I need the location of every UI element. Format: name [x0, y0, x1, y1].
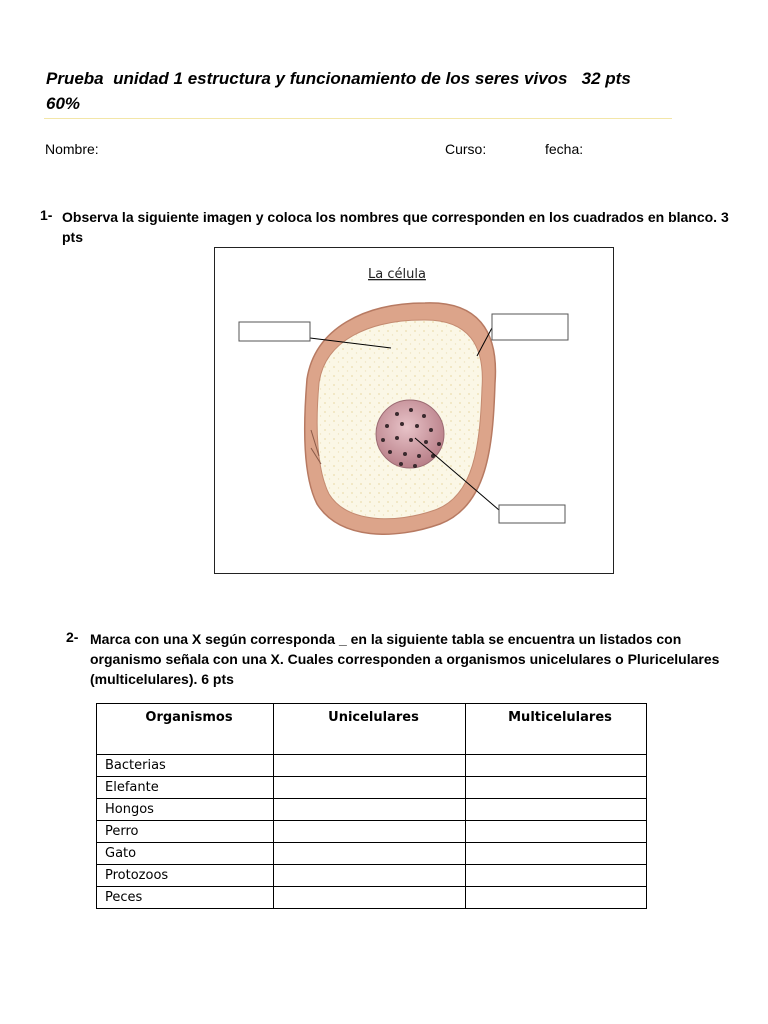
unicellular-cell[interactable] — [274, 755, 466, 777]
figure-title: La célula — [368, 267, 426, 282]
unicellular-cell[interactable] — [274, 865, 466, 887]
organism-name: Elefante — [97, 777, 274, 799]
table-row — [97, 777, 647, 799]
organism-name: Hongos — [97, 799, 274, 821]
multicellular-cell[interactable] — [466, 777, 647, 799]
name-label: Nombre: — [45, 141, 99, 157]
multicellular-cell[interactable] — [466, 843, 647, 865]
unicellular-cell[interactable] — [274, 887, 466, 909]
organisms-table — [96, 703, 647, 909]
header-unicellular: Unicelulares — [274, 704, 466, 755]
question-2-text: Marca con una X según corresponda _ en la siguiente tabla se encuentra un listados con organismo señala con una X. Cuales corresponden a organismos unicelulares o Pluricelulares (multicelulares). 6 pts — [90, 631, 720, 687]
table-row — [97, 887, 647, 909]
header-organisms: Organismos — [97, 704, 274, 755]
table-row — [97, 843, 647, 865]
organism-name: Gato — [97, 843, 274, 865]
question-1-number: 1- — [40, 207, 53, 223]
label-box-nucleus[interactable] — [499, 505, 565, 523]
table-row — [97, 799, 647, 821]
question-2-number: 2- — [66, 629, 79, 645]
organism-name: Perro — [97, 821, 274, 843]
unicellular-cell[interactable] — [274, 799, 466, 821]
unicellular-cell[interactable] — [274, 843, 466, 865]
table-row — [97, 755, 647, 777]
organism-name: Bacterias — [97, 755, 274, 777]
page-title: Prueba unidad 1 estructura y funcionamiento de los seres vivos 32 pts 60% — [46, 69, 631, 113]
course-label: Curso: — [445, 141, 487, 157]
multicellular-cell[interactable] — [466, 755, 647, 777]
question-1-text: Observa la siguiente imagen y coloca los nombres que corresponden en los cuadrados en blanco. 3 pts — [62, 209, 729, 245]
multicellular-cell[interactable] — [466, 821, 647, 843]
multicellular-cell[interactable] — [466, 865, 647, 887]
multicellular-cell[interactable] — [466, 887, 647, 909]
label-box-membrane[interactable] — [492, 314, 568, 340]
multicellular-cell[interactable] — [466, 799, 647, 821]
label-box-cytoplasm[interactable] — [239, 322, 310, 341]
header-multicellular: Multicelulares — [466, 704, 647, 755]
organism-name: Protozoos — [97, 865, 274, 887]
cell-diagram — [214, 247, 614, 574]
organism-name: Peces — [97, 887, 274, 909]
unicellular-cell[interactable] — [274, 777, 466, 799]
title-divider — [44, 118, 672, 119]
date-label: fecha: — [545, 141, 584, 157]
table-row — [97, 865, 647, 887]
table-row — [97, 821, 647, 843]
unicellular-cell[interactable] — [274, 821, 466, 843]
